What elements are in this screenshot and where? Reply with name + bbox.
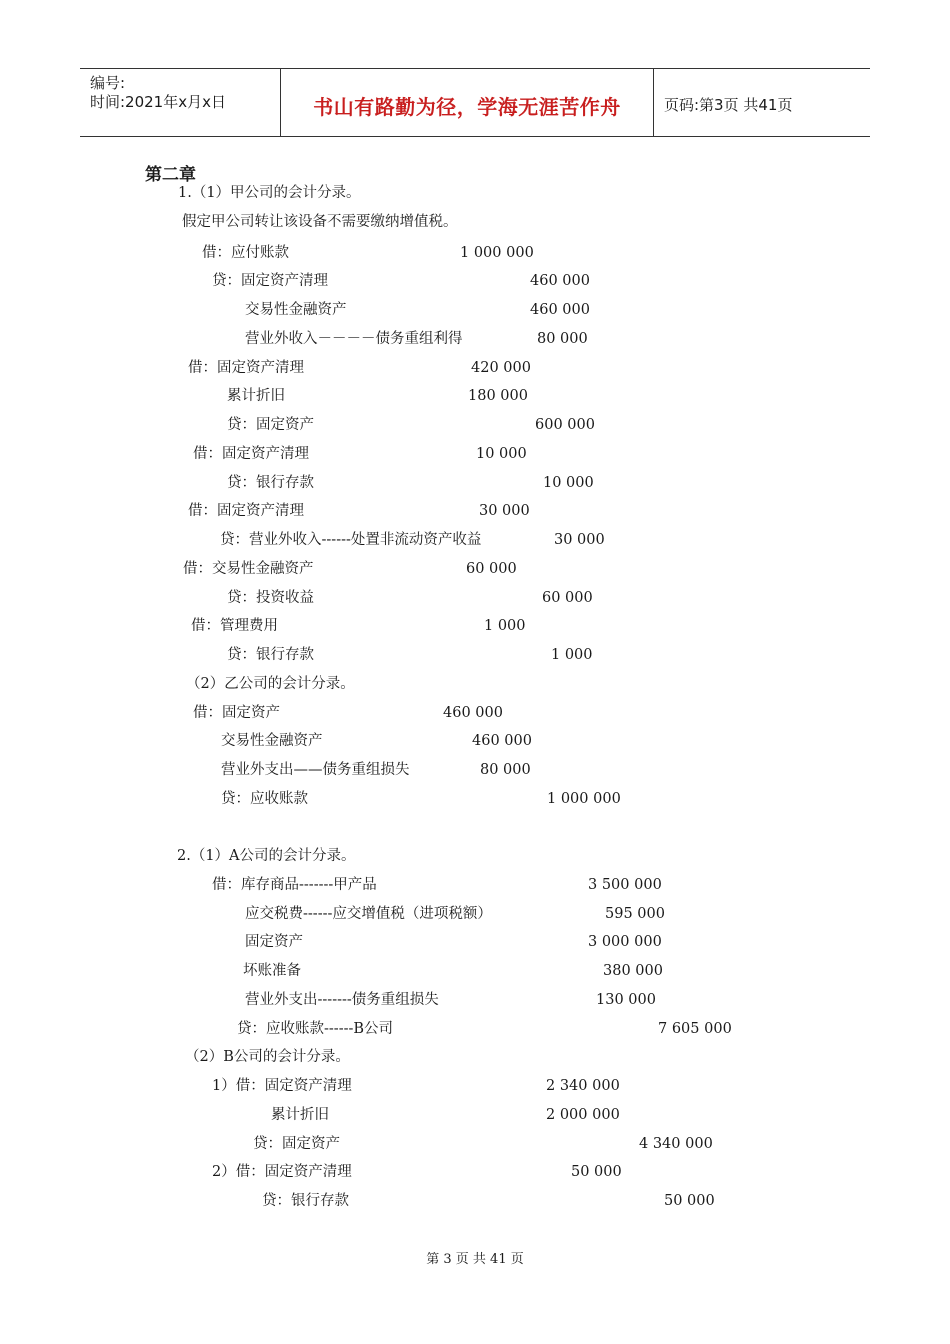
entry-amount: 380 000 xyxy=(603,963,663,979)
entry-amount: 1 000 xyxy=(484,618,526,634)
entry-amount: 460 000 xyxy=(530,273,590,289)
entry-account: 借：固定资产 xyxy=(193,705,280,721)
assumption-text: 假定甲公司转让该设备不需要缴纳增值税。 xyxy=(182,214,458,230)
page-footer: 第 3 页 共 41 页 xyxy=(426,1252,524,1267)
entry-amount: 30 000 xyxy=(554,532,605,548)
entry-amount: 2 340 000 xyxy=(546,1078,620,1094)
entry-amount: 595 000 xyxy=(605,906,665,922)
entry-account: 借：交易性金融资产 xyxy=(183,561,314,577)
entry-amount: 1 000 xyxy=(551,647,593,663)
entry-amount: 60 000 xyxy=(466,561,517,577)
entry-account: 累计折旧 xyxy=(227,388,285,404)
entry-amount: 420 000 xyxy=(471,360,531,376)
entry-amount: 10 000 xyxy=(476,446,527,462)
entry-amount: 1 000 000 xyxy=(547,791,621,807)
entry-account: 固定资产 xyxy=(245,934,303,950)
serial-label: 编号: xyxy=(90,74,126,92)
entry-amount: 50 000 xyxy=(571,1164,622,1180)
entry-account: 借：固定资产清理 xyxy=(188,360,304,376)
entry-amount: 460 000 xyxy=(443,705,503,721)
entry-account: 贷：投资收益 xyxy=(227,590,314,606)
entry-account: 贷：固定资产 xyxy=(253,1136,340,1152)
page-header xyxy=(80,68,870,137)
entry-amount: 80 000 xyxy=(537,331,588,347)
entry-account: 坏账准备 xyxy=(243,963,301,979)
sub-question-heading: （2）乙公司的会计分录。 xyxy=(186,676,355,692)
entry-account: 1）借：固定资产清理 xyxy=(212,1078,352,1094)
entry-account: 营业外收入－－－－债务重组利得 xyxy=(245,331,463,347)
entry-amount: 3 000 000 xyxy=(588,934,662,950)
entry-amount: 460 000 xyxy=(472,733,532,749)
entry-account: 累计折旧 xyxy=(271,1107,329,1123)
entry-amount: 10 000 xyxy=(543,475,594,491)
entry-account: 应交税费------应交增值税（进项税额） xyxy=(245,906,492,922)
entry-account: 贷：银行存款 xyxy=(227,475,314,491)
entry-account: 贷：营业外收入------处置非流动资产收益 xyxy=(220,532,482,548)
entry-amount: 180 000 xyxy=(468,388,528,404)
chapter-title: 第二章 xyxy=(145,165,196,185)
entry-account: 借：应付账款 xyxy=(202,245,289,261)
entry-account: 借：库存商品-------甲产品 xyxy=(212,877,377,893)
entry-account: 贷：银行存款 xyxy=(262,1193,349,1209)
header-left-cell xyxy=(80,69,281,136)
entry-account: 交易性金融资产 xyxy=(221,733,323,749)
entry-account: 借：固定资产清理 xyxy=(188,503,304,519)
entry-amount: 130 000 xyxy=(596,992,656,1008)
question-heading: 1.（1）甲公司的会计分录。 xyxy=(178,185,361,201)
entry-amount: 80 000 xyxy=(480,762,531,778)
entry-account: 贷：固定资产 xyxy=(227,417,314,433)
question-heading: 2.（1）A公司的会计分录。 xyxy=(177,848,356,864)
entry-amount: 1 000 000 xyxy=(460,245,534,261)
entry-amount: 4 340 000 xyxy=(639,1136,713,1152)
entry-account: 营业外支出-------债务重组损失 xyxy=(245,992,439,1008)
entry-account: 借：管理费用 xyxy=(191,618,278,634)
entry-account: 借：固定资产清理 xyxy=(193,446,309,462)
entry-amount: 460 000 xyxy=(530,302,590,318)
time-label: 时间:2021年x月x日 xyxy=(90,93,226,111)
header-right-cell xyxy=(654,69,870,136)
entry-account: 贷：应收账款------B公司 xyxy=(237,1021,394,1037)
entry-account: 2）借：固定资产清理 xyxy=(212,1164,352,1180)
header-motto: 书山有路勤为径，学海无涯苦作舟 xyxy=(313,95,621,119)
header-middle-cell xyxy=(281,69,654,136)
entry-amount: 50 000 xyxy=(664,1193,715,1209)
entry-amount: 3 500 000 xyxy=(588,877,662,893)
entry-amount: 60 000 xyxy=(542,590,593,606)
entry-account: 贷：银行存款 xyxy=(227,647,314,663)
header-page-number: 页码:第3页 共41页 xyxy=(664,96,793,114)
entry-account: 贷：应收账款 xyxy=(221,791,308,807)
entry-amount: 2 000 000 xyxy=(546,1107,620,1123)
sub-question-heading: （2）B公司的会计分录。 xyxy=(185,1049,350,1065)
entry-account: 交易性金融资产 xyxy=(245,302,347,318)
entry-amount: 7 605 000 xyxy=(658,1021,732,1037)
entry-amount: 30 000 xyxy=(479,503,530,519)
entry-account: 营业外支出——债务重组损失 xyxy=(221,762,410,778)
entry-account: 贷：固定资产清理 xyxy=(212,273,328,289)
entry-amount: 600 000 xyxy=(535,417,595,433)
